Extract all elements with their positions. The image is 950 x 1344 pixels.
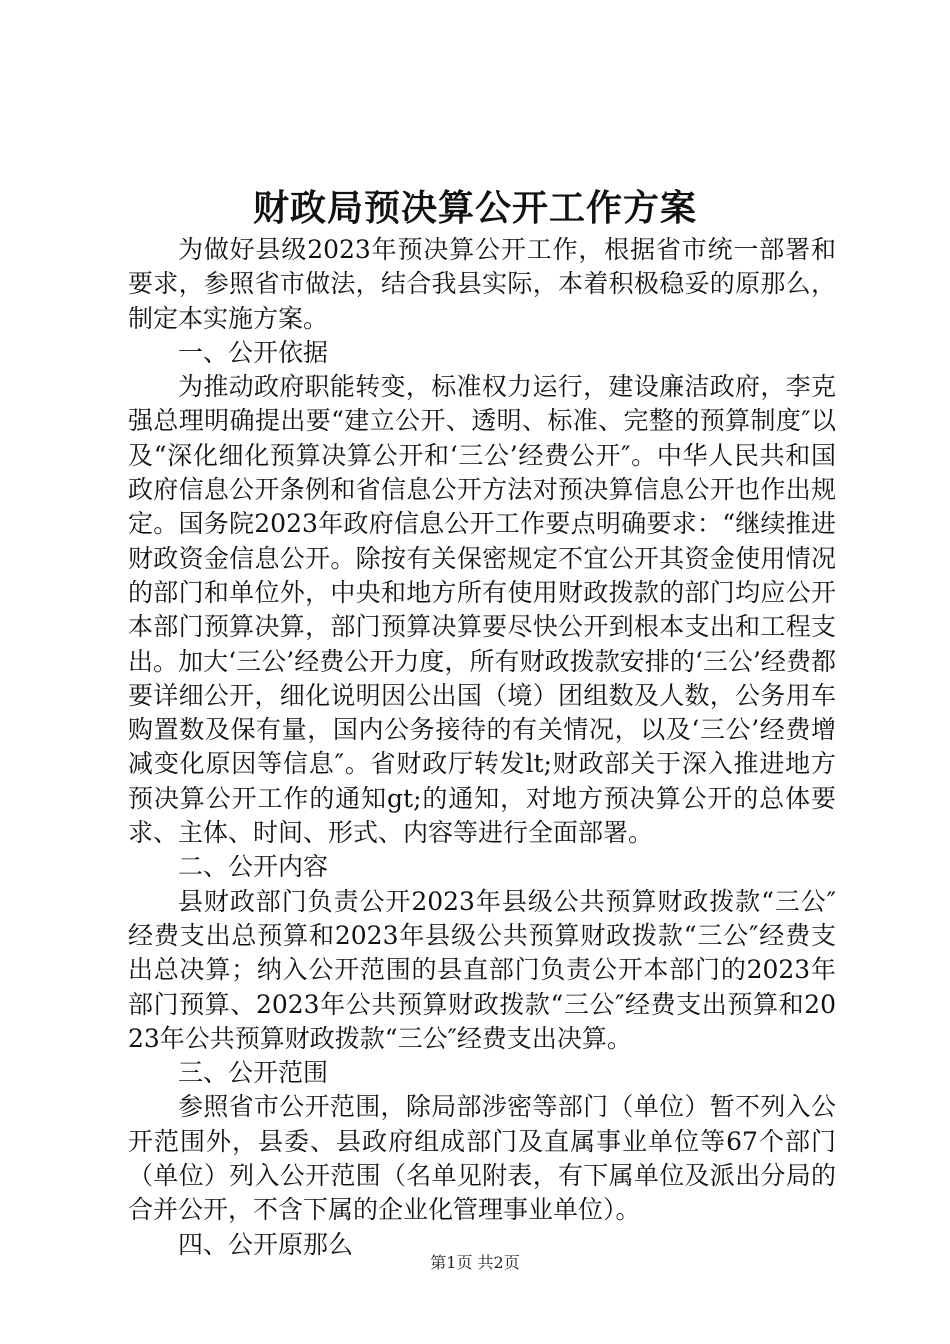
section-3-paragraph: 参照省市公开范围，除局部涉密等部门（单位）暂不列入公开范围外，县委、县政府组成部门及直属事业单位等67个部门（单位）列入公开范围（名单见附表，有下属单位及派出分局的合并公开，不含下属的企业化管理事业单位）。 (128, 1092, 836, 1225)
page-number-footer: 第1页 共2页 (430, 1253, 520, 1272)
section-4-heading: 四、公开原那么 (178, 1229, 354, 1259)
document-title: 财政局预决算公开工作方案 (252, 187, 697, 229)
section-2-paragraph: 县财政部门负责公开2023年县级公共预算财政拨款“三公″经费支出总预算和2023年县级公共预算财政拨款“三公″经费支出总决算；纳入公开范围的县直部门负责公开本部门的2023年部门预算、2023年公共预算财政拨款“三公″经费支出预算和2023年公共预算财政拨款“三公″经费支出决算。 (128, 886, 836, 1053)
section-1-paragraph: 为推动政府职能转变，标准权力运行，建设廉洁政府，李克强总理明确提出要“建立公开、透明、标准、完整的预算制度″以及“深化细化预算决算公开和‘三公’经费公开″。中华人民共和国政府信息公开条例和省信息公开方法对预决算信息公开也作出规定。国务院2023年政府信息公开工作要点明确要求：“继续推进财政资金信息公开。除按有关保密规定不宜公开其资金使用情况的部门和单位外，中央和地方所有使用财政拨款的部门均应公开本部门预算决算，部门预算决算要尽快公开到根本支出和工程支出。加大‘三公’经费公开力度，所有财政拨款安排的‘三公’经费都要详细公开，细化说明因公出国（境）团组数及人数，公务用车购置数及保有量，国内公务接待的有关情况，以及‘三公’经费增减变化原因等信息″。省财政厅转发lt;财政部关于深入推进地方预决算公开工作的通知gt;的通知，对地方预决算公开的总体要求、主体、时间、形式、内容等进行全面部署。 (128, 372, 836, 848)
intro-paragraph: 为做好县级2023年预决算公开工作，根据省市统一部署和要求，参照省市做法，结合我县实际，本着积极稳妥的原那么，制定本实施方案。 (128, 235, 836, 333)
section-3-heading: 三、公开范围 (178, 1058, 329, 1088)
section-1-heading: 一、公开依据 (178, 337, 329, 367)
document-body (128, 233, 836, 1262)
section-2-heading: 二、公开内容 (178, 852, 329, 882)
